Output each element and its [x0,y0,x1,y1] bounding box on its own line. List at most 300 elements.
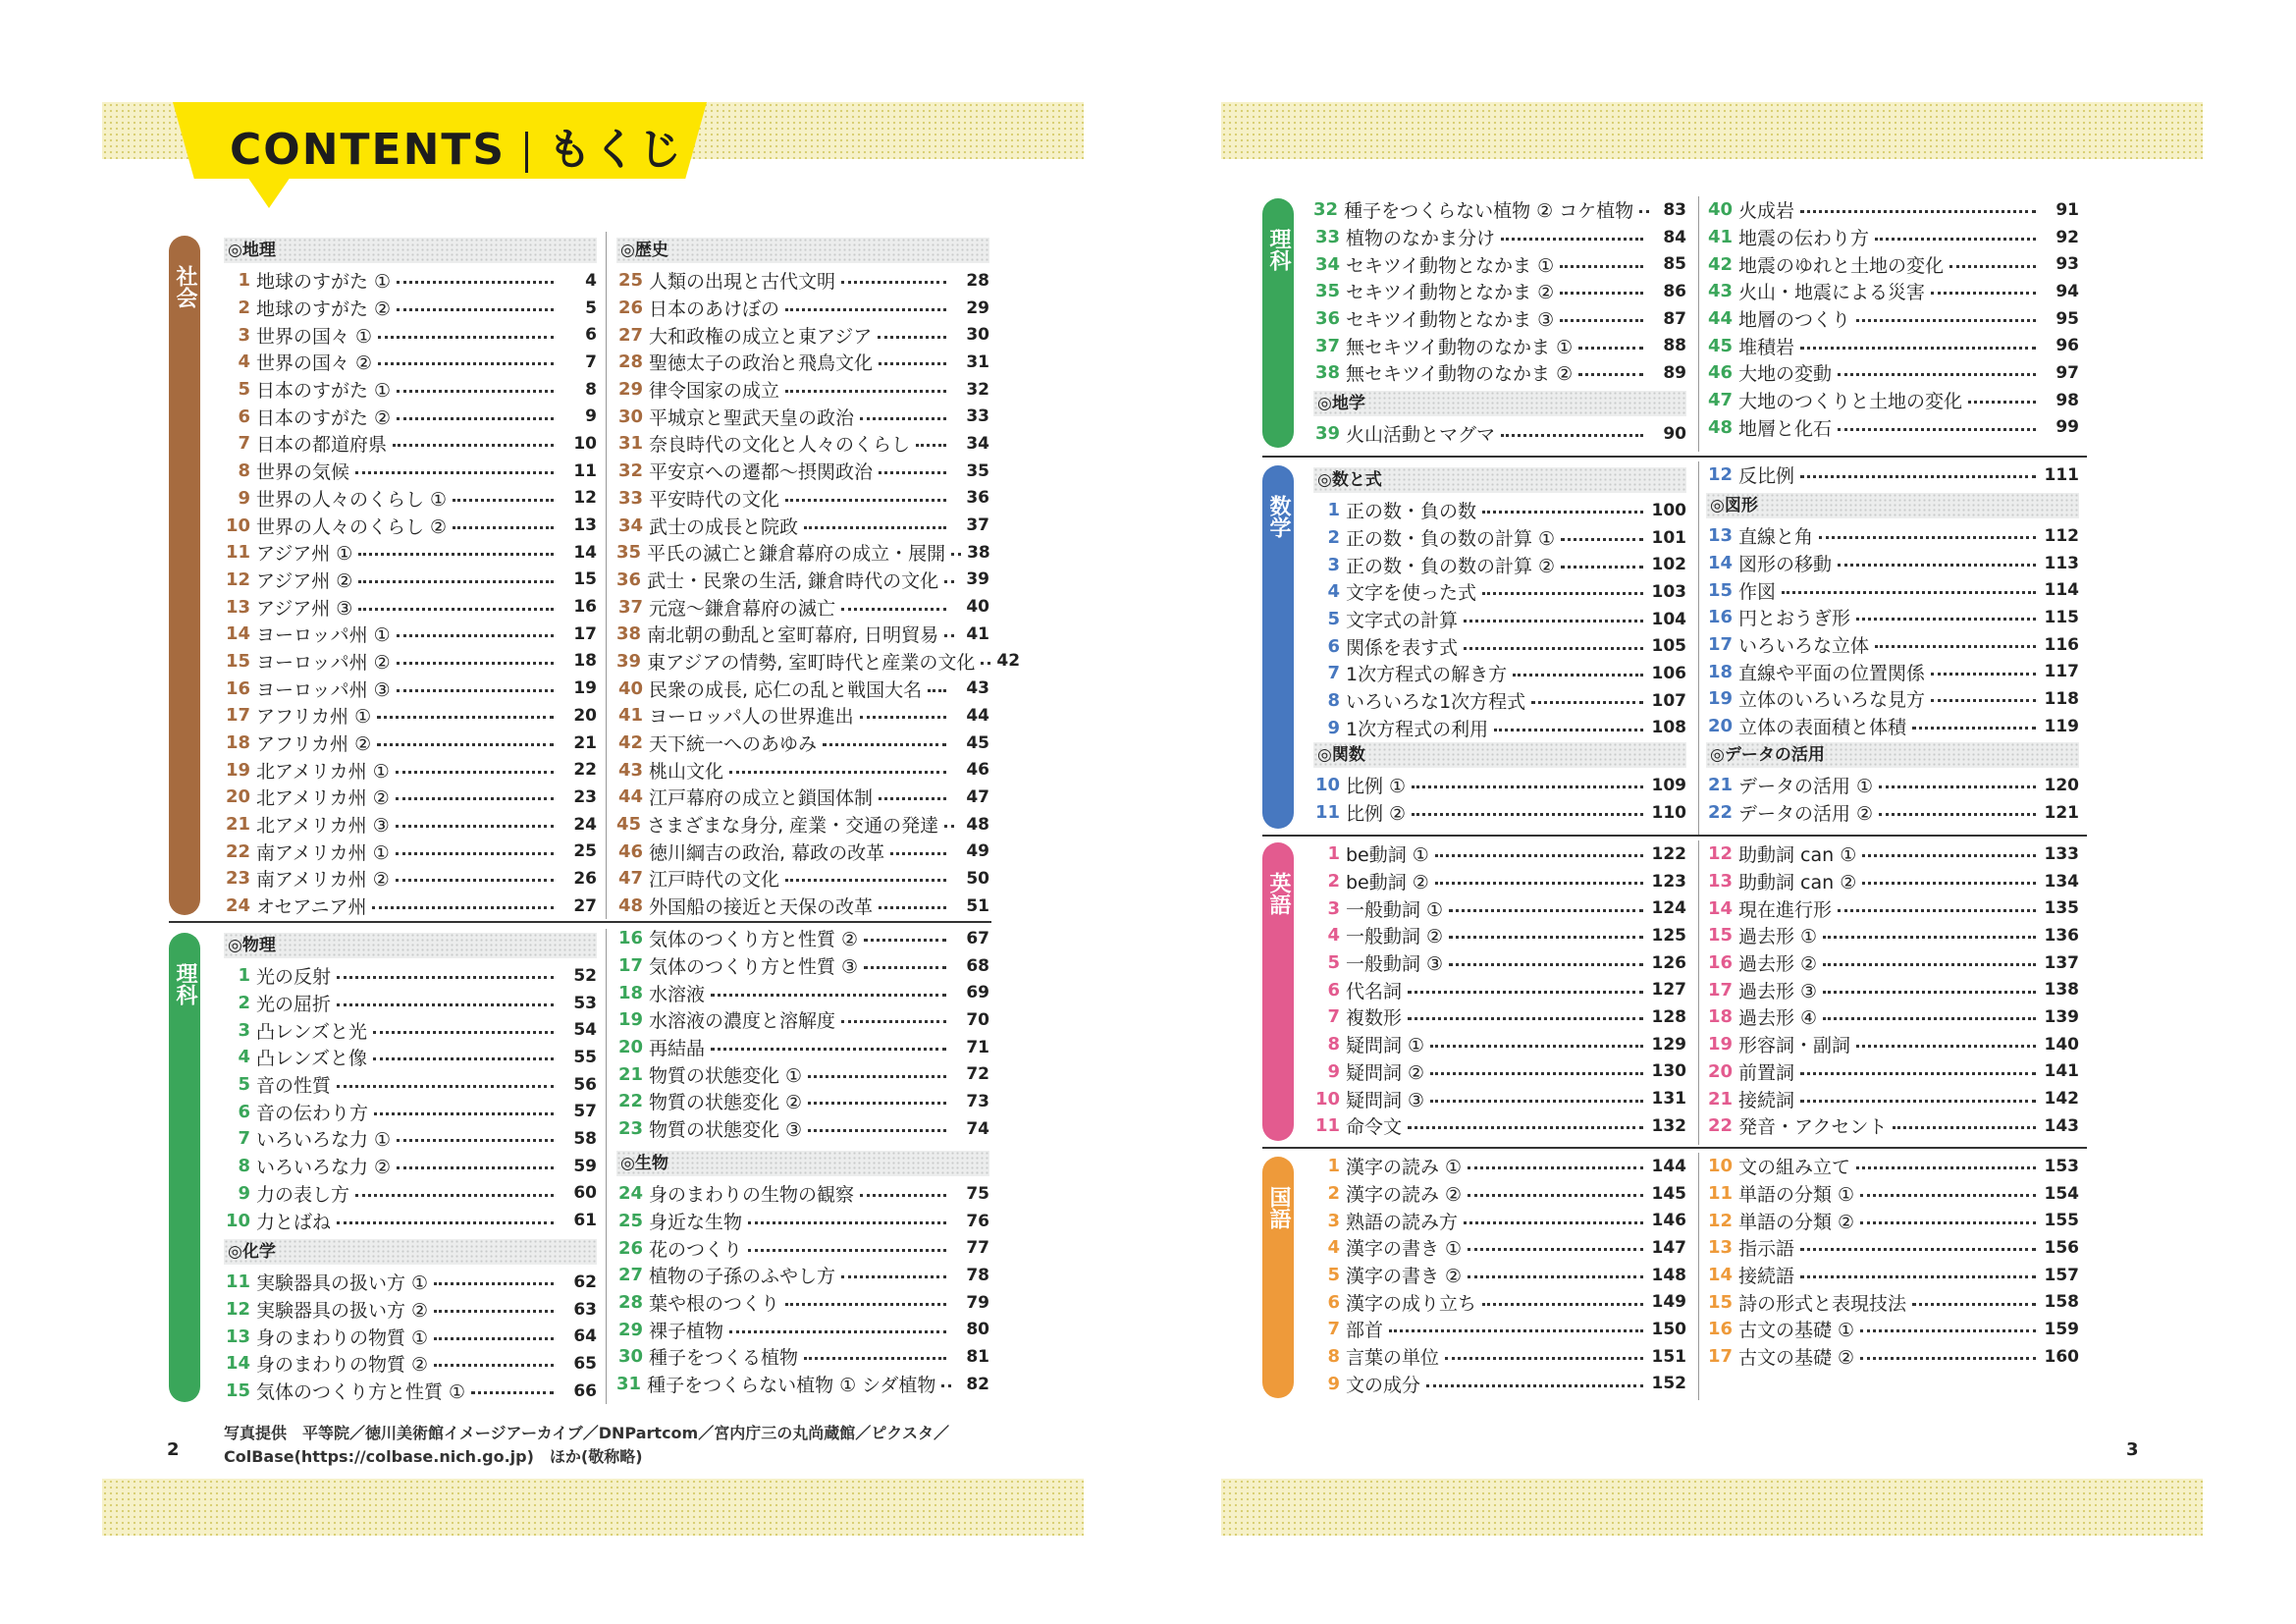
toc-entry[interactable] [616,1060,989,1088]
toc-entry[interactable] [616,430,989,458]
entry-number: 1 [238,965,250,987]
toc-entry[interactable] [1313,551,1686,578]
entry-title: 凸レンズと光 [256,1020,367,1043]
toc-entry[interactable] [1313,278,1686,305]
toc-entry[interactable] [224,1071,597,1099]
toc-entry[interactable] [1706,224,2079,251]
toc-entry[interactable] [224,1296,597,1324]
title-separator [525,132,528,173]
entry-page: 82 [966,1374,989,1394]
entry-number: 36 [616,568,642,590]
entry-title: 単語の分類 ② [1738,1211,1855,1233]
toc-entry[interactable] [1313,1316,1686,1343]
toc-entry[interactable] [1706,359,2079,387]
entry-number: 43 [617,759,643,781]
dot-leader [1468,1166,1643,1169]
toc-entry[interactable] [616,979,989,1006]
toc-entry[interactable] [224,1269,597,1296]
subject-tab-label: 理科 [1266,228,1291,271]
page-title [230,114,683,177]
entry-page: 160 [2044,1346,2079,1367]
toc-entry[interactable] [1706,332,2079,359]
entry-number: 18 [617,982,643,1003]
toc-entry[interactable] [1706,250,2079,278]
entry-page: 8 [585,379,597,400]
toc-entry[interactable] [224,990,597,1017]
toc-entry[interactable] [224,1378,597,1405]
toc-entry[interactable] [1706,894,2079,922]
entry-title: 正の数・負の数 [1346,501,1477,523]
dot-leader [373,1031,554,1034]
toc-entry[interactable] [224,838,597,865]
toc-entry[interactable] [1706,1085,2079,1112]
entry-number: 2 [1327,871,1340,893]
toc-entry[interactable] [1313,976,1686,1003]
toc-entry[interactable] [1313,1031,1686,1058]
toc-entry[interactable] [1706,1003,2079,1031]
dot-leader [1482,511,1643,514]
dot-leader [397,662,554,665]
entry-title: 世界の人々のくらし ① [256,488,448,511]
toc-entry[interactable] [1313,1343,1686,1371]
dot-leader [944,580,954,583]
entry-page: 54 [573,1020,597,1041]
toc-entry[interactable] [616,458,989,485]
dot-leader [373,1057,554,1060]
dot-leader [1408,991,1643,994]
entry-number: 14 [225,1353,250,1375]
toc-section-rekishi [616,232,1021,920]
entry-number: 6 [1327,635,1340,657]
toc-entry[interactable] [224,675,597,702]
toc-entry[interactable] [1313,1003,1686,1031]
dot-leader [1860,1357,2036,1360]
dot-leader [785,308,946,311]
toc-entry[interactable] [616,952,989,980]
toc-entry[interactable] [224,349,597,376]
toc-entry[interactable] [1706,658,2079,685]
entry-page: 132 [1651,1115,1686,1136]
toc-entry[interactable] [1706,414,2079,442]
toc-entry[interactable] [224,430,597,458]
entry-number: 2 [1327,527,1340,549]
toc-entry[interactable] [1313,1180,1686,1208]
entry-title: 平城京と聖武天皇の政治 [649,406,855,429]
toc-entry[interactable] [616,485,989,513]
toc-entry[interactable] [1706,576,2079,604]
dot-leader [397,634,554,637]
entry-title: 作図 [1738,580,1777,603]
toc-entry[interactable] [1313,1371,1686,1398]
entry-title: 現在進行形 [1738,898,1833,921]
toc-entry[interactable] [1706,305,2079,333]
entry-number: 47 [617,868,643,890]
dot-leader [1875,645,2036,648]
dot-leader [1912,1303,2036,1306]
toc-entry[interactable] [224,1125,597,1153]
entry-page: 102 [1651,555,1686,575]
toc-entry[interactable] [224,756,597,784]
entry-number: 18 [1707,1006,1733,1028]
toc-entry[interactable] [224,539,597,567]
toc-entry[interactable] [224,730,597,757]
toc-section-kagaku [224,1233,597,1404]
entry-title: 部首 [1346,1320,1384,1342]
toc-entry[interactable] [224,485,597,513]
toc-entry[interactable] [1706,278,2079,305]
entry-page: 69 [966,983,989,1003]
toc-entry[interactable] [224,1180,597,1208]
toc-entry[interactable] [224,1207,597,1234]
toc-entry[interactable] [1706,1343,2079,1371]
toc-entry[interactable] [224,593,597,621]
toc-entry[interactable] [1313,1234,1686,1262]
toc-entry[interactable] [1313,1058,1686,1086]
entry-page: 113 [2044,553,2079,573]
toc-entry[interactable] [1313,949,1686,977]
toc-entry[interactable] [224,267,597,295]
toc-entry[interactable] [1313,922,1686,949]
entry-title: 代名詞 [1346,980,1403,1002]
entry-number: 44 [617,786,643,808]
entry-title: 立体の表面積と体積 [1738,717,1907,739]
entry-page: 33 [966,406,989,427]
toc-entry[interactable] [1706,976,2079,1003]
entry-page: 159 [2044,1319,2079,1339]
toc-entry[interactable] [224,962,597,990]
photo-credit-line: 写真提供 平等院／徳川美術館イメージアーカイブ／DNPartcom／宮内庁三の丸尚蔵館／ピクスタ／ [224,1424,950,1442]
toc-entry[interactable] [1313,687,1686,715]
toc-entry[interactable] [1706,196,2079,224]
entry-title: 地層と化石 [1738,417,1833,440]
entry-number: 5 [238,379,250,401]
toc-entry[interactable] [1313,660,1686,687]
dot-leader [981,662,990,665]
entry-number: 25 [617,270,643,292]
toc-section-eigo-continued [1706,840,2079,1140]
entry-number: 40 [1707,199,1733,221]
dot-leader [1838,564,2036,567]
toc-entry[interactable] [1706,922,2079,949]
dot-leader [879,797,946,800]
toc-entry[interactable] [616,925,989,952]
toc-entry[interactable] [1706,1112,2079,1140]
entry-title: 東アジアの情勢, 室町時代と産業の文化 [647,651,976,674]
entry-page: 42 [996,651,1021,672]
entry-title: 接続語 [1738,1266,1795,1288]
entry-page: 47 [966,786,989,807]
toc-entry[interactable] [616,621,989,648]
toc-entry[interactable] [616,811,989,839]
toc-entry[interactable] [1313,497,1686,524]
toc-entry[interactable] [616,1289,989,1317]
toc-entry[interactable] [224,784,597,811]
toc-entry[interactable] [224,376,597,404]
toc-entry[interactable] [1313,359,1686,387]
entry-title: 平氏の滅亡と鎌倉幕府の成立・展開 [647,543,946,566]
toc-entry[interactable] [1706,1288,2079,1316]
dot-leader [916,444,946,447]
toc-entry[interactable] [616,1006,989,1034]
entry-title: 漢字の書き ① [1346,1238,1463,1261]
entry-page: 78 [966,1265,989,1285]
toc-entry[interactable] [1706,1262,2079,1289]
entry-page: 134 [2044,871,2079,892]
dot-leader [1464,647,1643,650]
toc-entry[interactable] [616,1180,989,1208]
toc-entry[interactable] [224,1323,597,1350]
entry-title: 凸レンズと像 [256,1048,367,1070]
entry-title: 複数形 [1346,1007,1403,1030]
toc-entry[interactable] [224,295,597,322]
dot-leader [808,1129,946,1132]
toc-entry[interactable] [616,1088,989,1115]
toc-entry[interactable] [616,730,989,757]
entry-number: 20 [225,786,250,808]
toc-entry[interactable] [1706,799,2079,827]
toc-entry[interactable] [1706,387,2079,414]
toc-entry[interactable] [1706,949,2079,977]
entry-number: 42 [1707,253,1733,275]
subject-tab-sugaku [1262,465,1294,829]
toc-entry[interactable] [1313,1262,1686,1289]
toc-entry[interactable] [1706,522,2079,550]
toc-entry[interactable] [616,512,989,539]
dot-leader [879,906,946,909]
entry-page: 137 [2044,952,2079,973]
toc-entry[interactable] [616,702,989,730]
entry-number: 18 [1707,661,1733,682]
toc-entry[interactable] [616,593,989,621]
toc-entry[interactable] [224,1350,597,1378]
toc-entry[interactable] [1706,631,2079,659]
entry-number: 7 [1327,1319,1340,1340]
dot-leader [378,336,554,339]
entry-number: 11 [1707,1183,1733,1205]
toc-entry[interactable] [224,811,597,839]
section-divider [1262,456,2087,458]
toc-entry[interactable] [224,702,597,730]
toc-entry[interactable] [616,267,989,295]
entry-page: 104 [1651,609,1686,629]
toc-entry[interactable] [1313,420,1686,448]
toc-entry[interactable] [1313,1207,1686,1234]
entry-number: 14 [1707,897,1733,919]
toc-entry[interactable] [1313,894,1686,922]
toc-entry[interactable] [1313,250,1686,278]
toc-entry[interactable] [1706,1207,2079,1234]
toc-entry[interactable] [616,376,989,404]
toc-entry[interactable] [224,621,597,648]
toc-entry[interactable] [1313,196,1686,224]
toc-entry[interactable] [616,567,989,594]
entry-page: 51 [966,895,989,916]
toc-entry[interactable] [1706,1234,2079,1262]
toc-entry[interactable] [616,321,989,349]
toc-entry[interactable] [1313,332,1686,359]
entry-number: 30 [617,1346,643,1368]
toc-entry[interactable] [1313,1112,1686,1140]
toc-entry[interactable] [1706,685,2079,713]
entry-title: 文字式の計算 [1346,610,1459,632]
entry-page: 56 [573,1074,597,1095]
toc-entry[interactable] [616,1208,989,1235]
toc-entry[interactable] [1706,1180,2079,1208]
entry-title: 火成岩 [1738,200,1795,223]
entry-title: いろいろな立体 [1738,635,1870,658]
toc-entry[interactable] [616,403,989,430]
toc-entry[interactable] [224,1098,597,1125]
section-header: ◎地理 [224,238,597,263]
toc-entry[interactable] [224,893,597,920]
entry-title: 関係を表す式 [1346,636,1459,659]
dot-leader [879,471,946,474]
dot-leader [944,634,954,637]
entry-page: 77 [966,1238,989,1259]
entry-title: 過去形 ④ [1738,1007,1818,1030]
toc-entry[interactable] [1313,1153,1686,1180]
toc-entry[interactable] [616,756,989,784]
toc-entry[interactable] [1706,868,2079,895]
toc-entry[interactable] [1706,1153,2079,1180]
toc-entry[interactable] [1313,840,1686,868]
entry-page: 44 [966,705,989,726]
toc-entry[interactable] [1706,1058,2079,1086]
entry-page: 138 [2044,980,2079,1001]
toc-entry[interactable] [1313,799,1686,827]
entry-number: 1 [1327,843,1340,865]
dot-leader [860,417,946,420]
toc-entry[interactable] [1313,524,1686,552]
toc-entry[interactable] [1706,772,2079,799]
toc-entry[interactable] [1313,1085,1686,1112]
toc-entry[interactable] [1706,604,2079,631]
toc-entry[interactable] [1706,840,2079,868]
toc-section-eigo [1313,840,1686,1140]
dot-leader [1800,1248,2036,1251]
dot-leader [1800,210,2036,213]
dot-leader [1856,618,2036,621]
toc-entry[interactable] [224,865,597,893]
toc-entry[interactable] [1313,224,1686,251]
entry-title: 音の伝わり方 [256,1102,369,1124]
entry-number: 24 [225,895,250,917]
toc-entry[interactable] [616,838,989,865]
toc-entry[interactable] [1313,606,1686,633]
entry-title: 世界の気候 [256,461,350,484]
toc-entry[interactable] [616,295,989,322]
toc-entry[interactable] [1706,1031,2079,1058]
entry-number: 6 [238,1101,250,1122]
toc-entry[interactable] [224,458,597,485]
dot-leader [951,553,961,556]
entry-title: 疑問詞 ② [1346,1061,1425,1084]
toc-entry[interactable] [616,893,989,920]
toc-entry[interactable] [1313,868,1686,895]
toc-entry[interactable] [224,1016,597,1044]
toc-entry[interactable] [1706,1316,2079,1343]
dot-leader [1800,475,2036,478]
dot-leader [864,966,946,969]
dot-leader [1561,566,1643,568]
dot-leader [434,1337,554,1340]
entry-page: 110 [1651,802,1686,823]
dot-leader [396,879,554,882]
toc-entry[interactable] [1706,461,2079,489]
entry-title: アフリカ州 ② [256,733,372,756]
toc-entry[interactable] [1313,1288,1686,1316]
entry-title: 正の数・負の数の計算 ① [1346,528,1556,551]
toc-entry[interactable] [224,1044,597,1071]
toc-entry[interactable] [616,539,989,567]
toc-section-kazu [1313,461,1686,741]
toc-entry[interactable] [616,1371,989,1398]
toc-entry[interactable] [224,1153,597,1180]
entry-title: 人類の出現と古代文明 [649,271,836,294]
toc-entry[interactable] [616,648,1021,676]
entry-number: 14 [225,623,250,645]
entry-page: 36 [966,488,989,509]
entry-title: 比例 ② [1346,803,1407,826]
photo-credit [224,1422,949,1469]
toc-entry[interactable] [1313,578,1686,606]
entry-title: 詩の形式と表現技法 [1738,1292,1907,1315]
toc-entry[interactable] [616,1234,989,1262]
subject-tab-rika-continued [1262,198,1294,448]
entry-title: 実験器具の扱い方 ① [256,1272,429,1295]
entry-number: 26 [617,1237,643,1259]
toc-entry[interactable] [616,349,989,376]
dot-leader [377,716,554,719]
toc-entry[interactable] [616,865,989,893]
toc-entry[interactable] [224,648,597,676]
toc-entry[interactable] [616,1343,989,1371]
entry-page: 96 [2056,336,2079,356]
toc-entry[interactable] [224,567,597,594]
entry-page: 108 [1651,718,1686,738]
entry-page: 145 [1651,1183,1686,1204]
toc-entry[interactable] [616,1115,989,1143]
toc-entry[interactable] [616,1034,989,1061]
entry-number: 31 [616,1374,642,1395]
dot-leader [785,499,946,502]
entry-page: 18 [573,651,597,672]
toc-entry[interactable] [1706,550,2079,577]
entry-title: 植物の子孫のふやし方 [649,1266,836,1288]
dot-leader [1862,882,2036,885]
toc-entry[interactable] [616,675,989,702]
entry-page: 135 [2044,898,2079,919]
toc-entry[interactable] [616,1316,989,1343]
toc-entry[interactable] [1313,772,1686,799]
toc-entry[interactable] [1313,632,1686,660]
entry-title: 力とばね [256,1211,332,1233]
dot-leader [1449,963,1643,966]
toc-entry[interactable] [224,403,597,430]
entry-title: オセアニア州 [256,896,367,919]
toc-entry[interactable] [616,784,989,811]
entry-page: 127 [1651,980,1686,1001]
toc-entry[interactable] [224,512,597,539]
toc-entry[interactable] [224,321,597,349]
entry-title: 直線と角 [1738,526,1814,549]
toc-entry[interactable] [616,1262,989,1289]
entry-page: 11 [573,460,597,481]
entry-page: 111 [2044,464,2079,485]
entry-number: 7 [238,1128,250,1150]
entry-title: 徳川綱吉の政治, 幕政の改革 [649,841,885,864]
toc-entry[interactable] [1313,305,1686,333]
